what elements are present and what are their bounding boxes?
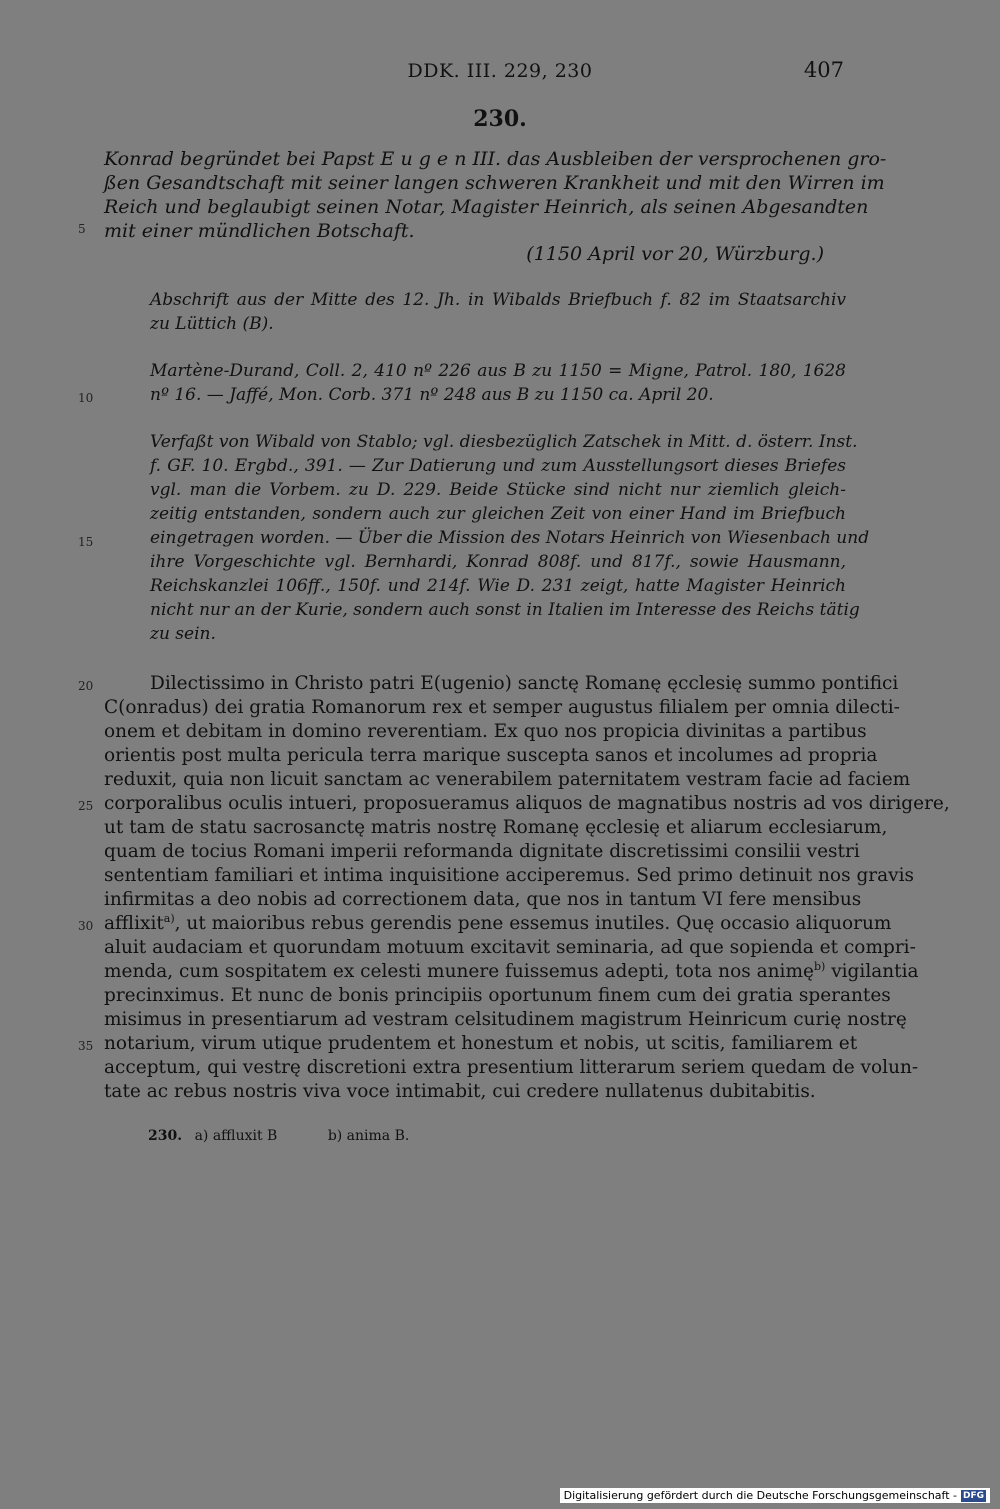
footnote-mark-b: b) bbox=[813, 959, 826, 973]
line-number: 35 bbox=[78, 1039, 94, 1053]
note-line: zu Lüttich (B). bbox=[150, 314, 274, 334]
summary-line: mit einer mündlichen Botschaft. bbox=[104, 220, 415, 242]
body-line: misimus in presentiarum ad vestram celsitudinem magistrum Heinricum curię nostrę bbox=[104, 1009, 907, 1030]
note-line: nº 16. — Jaffé, Mon. Corb. 371 nº 248 aus B zu 1150 ca. April 20. bbox=[150, 385, 714, 405]
body-line: infirmitas a deo nobis ad correctionem data, que nos in tantum VI fere mensibus bbox=[104, 889, 862, 910]
note-editions bbox=[150, 359, 846, 407]
line-number: 25 bbox=[78, 799, 94, 813]
document-number: 230. bbox=[473, 106, 527, 132]
body-line: orientis post multa pericula terra marique suscepta sanos et incolumes ad propria bbox=[104, 745, 878, 766]
line-number: 20 bbox=[78, 679, 94, 693]
body-line bbox=[104, 959, 919, 984]
footnote-number: 230. bbox=[148, 1128, 183, 1144]
dfg-logo: DFG bbox=[962, 1490, 984, 1501]
note-commentary bbox=[150, 430, 870, 646]
body-line: Dilectissimo in Christo patri E(ugenio) sanctę Romanę ęcclesię summo pontifici bbox=[150, 673, 899, 694]
line-number: 15 bbox=[78, 535, 94, 549]
note-line: Martène-Durand, Coll. 2, 410 nº 226 aus B zu 1150 = Migne, Patrol. 180, 1628 bbox=[150, 361, 846, 381]
body-line: C(onradus) dei gratia Romanorum rex et semper augustus filialem per omnia dilecti- bbox=[104, 697, 900, 718]
footnote-a: a) affluxit B bbox=[194, 1128, 278, 1144]
body-line: corporalibus oculis intueri, proposueramus aliquos de magnatibus nostris ad vos dirigere, bbox=[104, 793, 950, 814]
body-line: acceptum, qui vestrę discretioni extra presentium litterarum seriem quedam de volun- bbox=[104, 1057, 919, 1078]
footnote-b: b) anima B. bbox=[327, 1128, 410, 1144]
footnotes bbox=[148, 1128, 409, 1144]
line-number: 10 bbox=[78, 391, 94, 405]
note-line: zeitig entstanden, sondern auch zur gleichen Zeit von einer Hand im Briefbuch bbox=[150, 504, 846, 524]
page-number: 407 bbox=[803, 58, 844, 82]
body-fragment: vigilantia bbox=[825, 961, 919, 982]
note-line: f. GF. 10. Ergbd., 391. — Zur Datierung und zum Ausstellungsort dieses Briefes bbox=[150, 456, 846, 476]
body-fragment: menda, cum sospitatem ex celesti munere fuissemus adepti, tota nos animę bbox=[104, 961, 814, 982]
body-line bbox=[104, 911, 892, 936]
line-number: 30 bbox=[78, 919, 94, 933]
body-line: notarium, virum utique prudentem et honestum et nobis, ut scitis, familiarem et bbox=[104, 1033, 858, 1054]
credit-text: Digitalisierung gefördert durch die Deutsche Forschungsgemeinschaft - bbox=[563, 1489, 957, 1502]
body-line: precinximus. Et nunc de bonis principiis oportunum finem cum dei gratia sperantes bbox=[104, 985, 891, 1006]
note-line: eingetragen worden. — Über die Mission des Notars Heinrich von Wiesenbach und bbox=[150, 528, 870, 548]
summary bbox=[104, 147, 887, 243]
line-number: 5 bbox=[78, 222, 86, 236]
footnote-mark-a: a) bbox=[163, 911, 175, 925]
body-line: ut tam de statu sacrosanctę matris nostrę Romanę ęcclesię et aliarum ecclesiarum, bbox=[104, 817, 888, 838]
body-line: reduxit, quia non licuit sanctam ac venerabilem paternitatem vestram facie ad faciem bbox=[104, 769, 911, 790]
note-line: ihre Vorgeschichte vgl. Bernhardi, Konrad 808f. und 817f., sowie Hausmann, bbox=[150, 552, 846, 572]
note-tradition bbox=[150, 288, 846, 336]
body-line: quam de tocius Romani imperii reformanda dignitate discretissimi consilii vestri bbox=[104, 841, 860, 862]
note-line: nicht nur an der Kurie, sondern auch sonst in Italien im Interesse des Reichs tätig bbox=[150, 600, 860, 620]
note-line: Verfaßt von Wibald von Stablo; vgl. diesbezüglich Zatschek in Mitt. d. österr. Inst. bbox=[150, 432, 858, 452]
note-line: zu sein. bbox=[150, 624, 216, 644]
body-line: onem et debitam in domino reverentiam. Ex quo nos propicia divinitas a partibus bbox=[104, 721, 867, 742]
body-line: aluit audaciam et quorundam motuum excitavit seminaria, ad que sopienda et compri- bbox=[104, 937, 916, 958]
note-line: Abschrift aus der Mitte des 12. Jh. in Wibalds Briefbuch f. 82 im Staatsarchiv bbox=[150, 290, 846, 310]
letter-text bbox=[104, 672, 950, 1104]
note-line: Reichskanzlei 106ff., 150f. und 214f. Wie D. 231 zeigt, hatte Magister Heinrich bbox=[150, 576, 846, 596]
body-line: sententiam familiari et intima inquisitione acciperemus. Sed primo detinuit nos gravis bbox=[104, 865, 915, 886]
body-line: tate ac rebus nostris viva voce intimabit, cui credere nullatenus dubitabitis. bbox=[104, 1081, 816, 1102]
summary-line: ßen Gesandtschaft mit seiner langen schweren Krankheit und mit den Wirren im bbox=[104, 172, 885, 194]
body-fragment: afflixit bbox=[104, 913, 164, 934]
summary-line: Reich und beglaubigt seinen Notar, Magister Heinrich, als seinen Abgesandten bbox=[104, 196, 869, 218]
summary-line: Konrad begründet bei Papst E u g e n III. das Ausbleiben der versprochenen gro- bbox=[104, 148, 887, 170]
note-line: vgl. man die Vorbem. zu D. 229. Beide Stücke sind nicht nur ziemlich gleich- bbox=[150, 480, 846, 500]
dating: (1150 April vor 20, Würzburg.) bbox=[526, 243, 824, 265]
body-fragment: , ut maioribus rebus gerendis pene essemus inutiles. Quę occasio aliquorum bbox=[174, 913, 892, 934]
running-title: DDK. III. 229, 230 bbox=[407, 60, 593, 82]
dfg-credit[interactable] bbox=[560, 1488, 990, 1503]
